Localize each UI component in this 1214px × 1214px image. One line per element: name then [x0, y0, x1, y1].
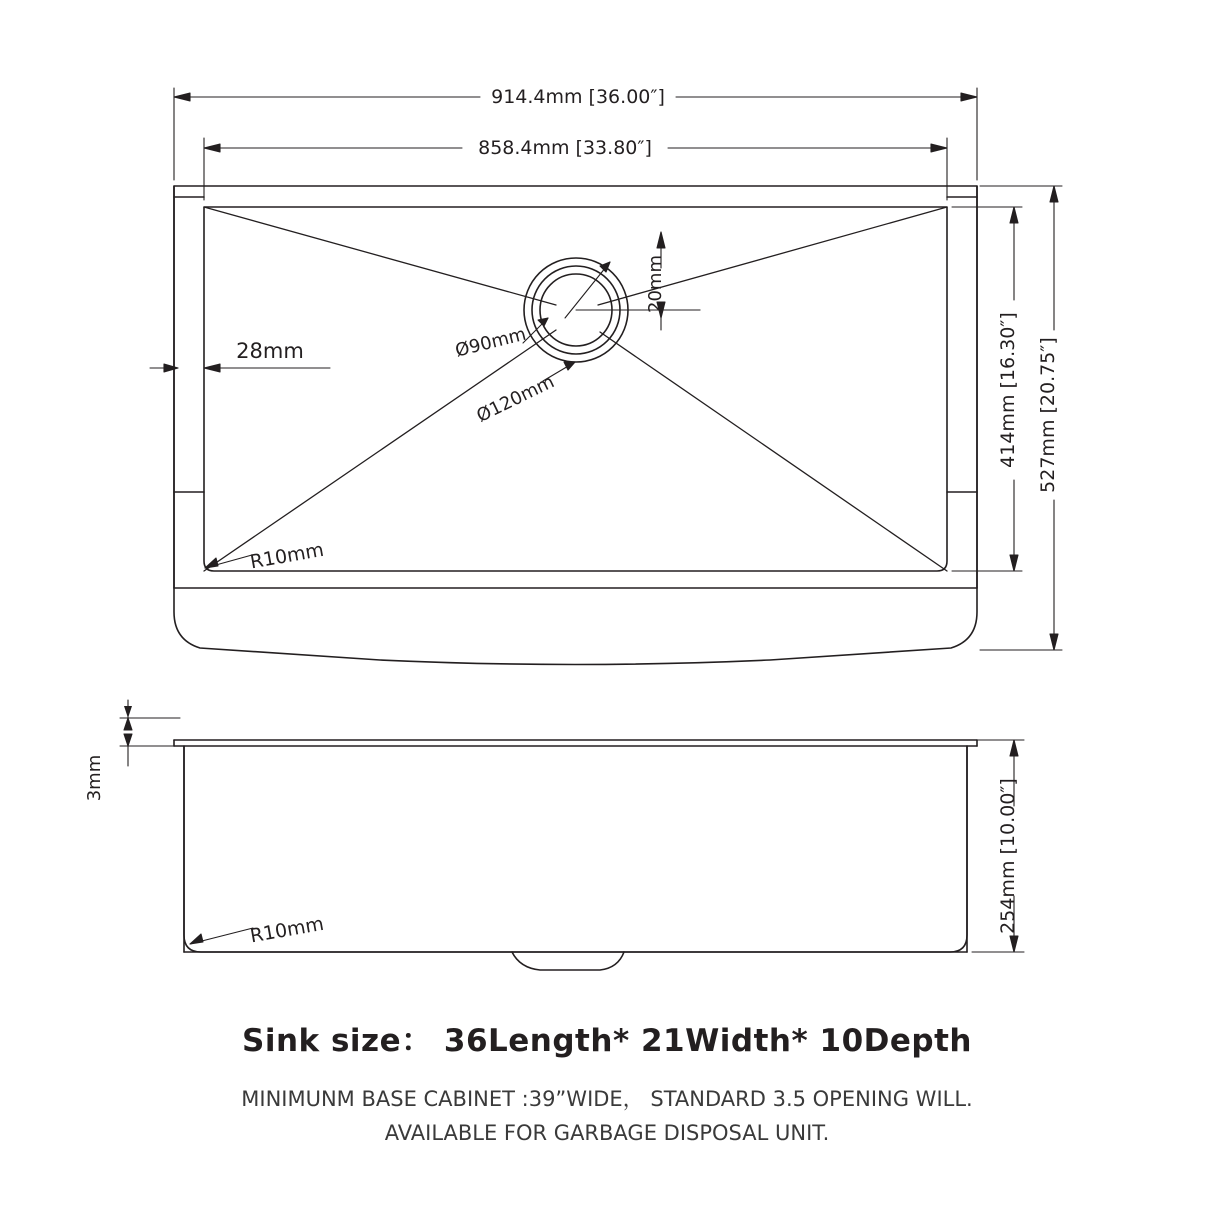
- caption-block: [0, 1015, 1214, 1150]
- leader-radius-top: [205, 555, 252, 568]
- dim-rim-width-label: 28mm: [236, 339, 304, 363]
- dim-drain-offset-label: 20mm: [645, 255, 666, 313]
- dim-rim-width: [150, 364, 330, 372]
- dim-inner-width-label: 858.4mm [33.80″]: [478, 137, 652, 159]
- dim-drain-outer-label: Ø120mm: [473, 371, 558, 427]
- dim-bowl-height-label: 254mm [10.00″]: [997, 778, 1019, 934]
- dim-drain-inner-label: Ø90mm: [453, 323, 529, 362]
- dim-rim-thickness: [120, 700, 180, 766]
- caption-line-1: MINIMUNM BASE CABINET :39”WIDE， STANDARD 3.5 OPENING WILL.: [241, 1087, 973, 1111]
- dim-overall-width-label: 914.4mm [36.00″]: [491, 86, 665, 108]
- caption-line-2: AVAILABLE FOR GARBAGE DISPOSAL UNIT.: [384, 1121, 830, 1145]
- dim-corner-radius-top-label: R10mm: [248, 538, 326, 574]
- dim-inner-depth-label: 414mm [16.30″]: [997, 312, 1019, 468]
- dim-rim-thickness-label: 3mm: [84, 754, 105, 802]
- leader-radius-front: [190, 928, 253, 944]
- sink-size-title: Sink size： 36Length* 21Width* 10Depth: [242, 1023, 972, 1059]
- bowl-slope-lines: [204, 207, 947, 571]
- dim-overall-depth-label: 527mm [20.75″]: [1037, 337, 1059, 493]
- dim-corner-radius-front-label: R10mm: [248, 912, 326, 948]
